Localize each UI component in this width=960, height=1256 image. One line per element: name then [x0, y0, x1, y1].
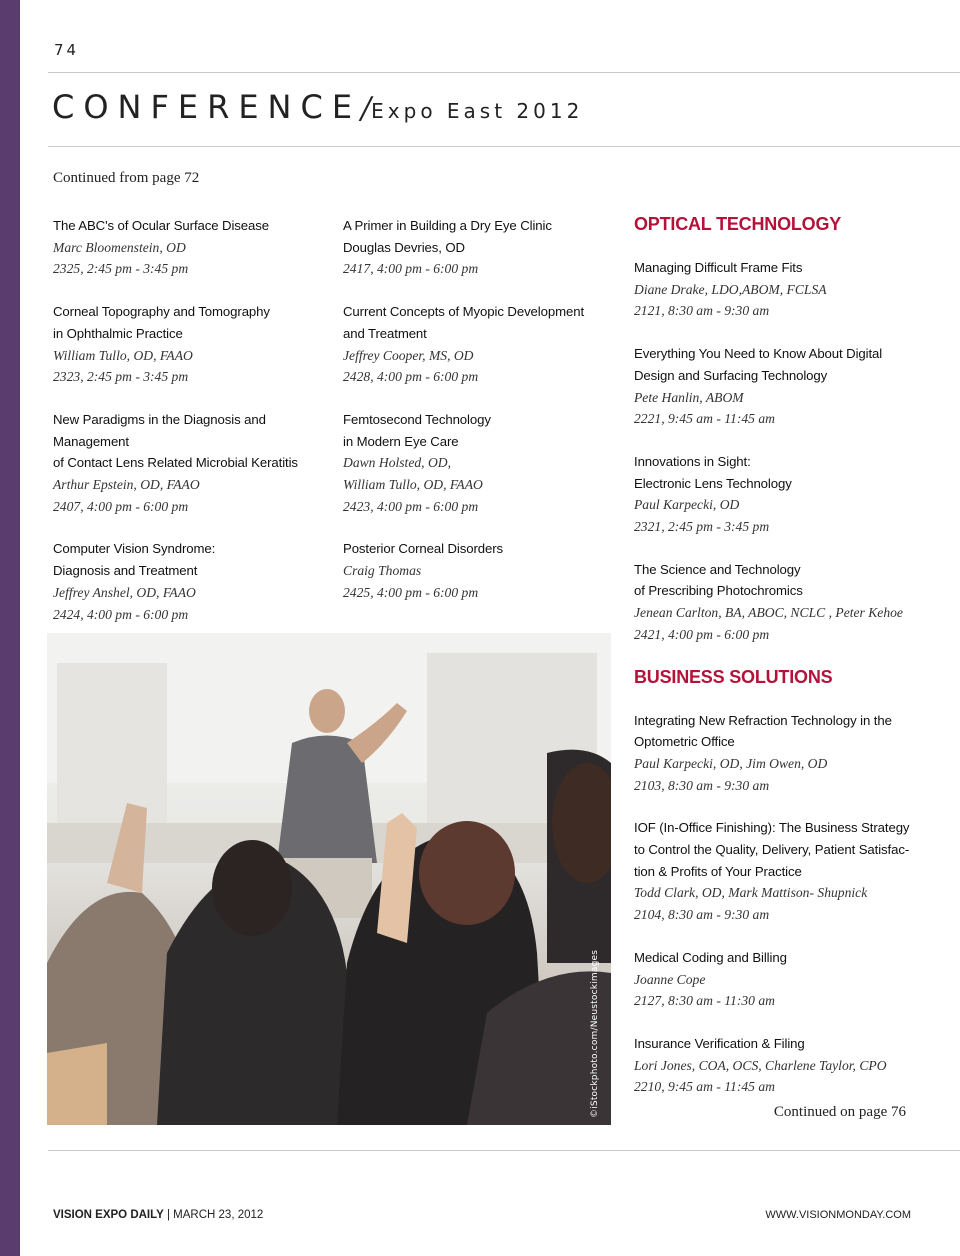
page-number: 74 — [54, 41, 80, 59]
session-title: Everything You Need to Know About Digital — [634, 346, 883, 362]
session-details: 2103, 8:30 am - 9:30 am — [634, 777, 770, 793]
session-title: Managing Difficult Frame Fits — [634, 260, 803, 275]
session-title: Current Concepts of Myopic Development — [343, 304, 585, 320]
session-details: 2127, 8:30 am - 11:30 am — [634, 993, 775, 1009]
session-entry — [634, 343, 934, 430]
session-title: The ABC's of Ocular Surface Disease — [53, 218, 269, 233]
session-entry — [634, 559, 934, 646]
session-details: Jeffrey Anshel, OD, FAAO — [53, 584, 196, 600]
footer-separator: | — [163, 1209, 174, 1221]
footer-date: MARCH 23, 2012 — [173, 1209, 264, 1221]
session-entry — [53, 215, 343, 280]
session-details: Joanne Cope — [634, 971, 706, 987]
session-entry — [343, 538, 633, 603]
session-details: 2121, 8:30 am - 9:30 am — [634, 303, 770, 319]
session-entry — [343, 409, 633, 518]
session-title: Integrating New Refraction Technology in the — [634, 712, 892, 728]
session-details: 2221, 9:45 am - 11:45 am — [634, 411, 775, 427]
session-entry — [634, 257, 934, 322]
session-details: 2323, 2:45 pm - 3:45 pm — [53, 369, 189, 385]
session-title: Medical Coding and Billing — [634, 949, 787, 965]
session-title: A Primer in Building a Dry Eye Clinic — [343, 218, 552, 233]
session-title: to Control the Quality, Delivery, Patient Satisfac- — [634, 842, 910, 858]
session-details: 2210, 9:45 am - 11:45 am — [634, 1079, 775, 1095]
session-details: 2321, 2:45 pm - 3:45 pm — [634, 519, 770, 535]
session-title: Posterior Corneal Disorders — [343, 541, 504, 557]
session-details: Dawn Holsted, OD, — [343, 455, 451, 471]
session-entry — [634, 947, 934, 1012]
masthead-rule — [48, 146, 960, 147]
continued-from-note: Continued from page 72 — [53, 170, 200, 186]
session-title: tion & Profits of Your Practice — [634, 863, 802, 879]
session-title: Innovations in Sight: — [634, 453, 751, 469]
session-details: Diane Drake, LDO,ABOM, FCLSA — [634, 281, 827, 297]
footer-publication — [53, 1209, 263, 1221]
session-details: 2407, 4:00 pm - 6:00 pm — [53, 498, 189, 514]
session-details: Craig Thomas — [343, 563, 422, 579]
session-column-3 — [634, 213, 934, 1119]
session-title: Douglas Devries, OD — [343, 239, 465, 255]
session-entry — [343, 215, 633, 280]
session-details: 2325, 2:45 pm - 3:45 pm — [53, 261, 189, 277]
session-title: IOF (In-Office Finishing): The Business Strategy — [634, 820, 910, 836]
session-details: 2424, 4:00 pm - 6:00 pm — [53, 606, 189, 622]
session-details: 2425, 4:00 pm - 6:00 pm — [343, 584, 479, 600]
session-title: Electronic Lens Technology — [634, 475, 792, 491]
session-title: Insurance Verification & Filing — [634, 1035, 805, 1051]
session-details: William Tullo, OD, FAAO — [53, 347, 193, 363]
session-title: Femtosecond Technology — [343, 411, 491, 427]
session-details: Marc Bloomenstein, OD — [53, 239, 186, 255]
session-title: Design and Surfacing Technology — [634, 367, 828, 383]
session-column-2 — [343, 215, 633, 625]
session-details: 2417, 4:00 pm - 6:00 pm — [343, 261, 479, 277]
session-details: 2423, 4:00 pm - 6:00 pm — [343, 498, 479, 514]
session-details: Arthur Epstein, OD, FAAO — [53, 477, 200, 493]
session-details: 2104, 8:30 am - 9:30 am — [634, 907, 770, 923]
footer-website: WWW.VISIONMONDAY.COM — [765, 1209, 911, 1221]
session-title: Diagnosis and Treatment — [53, 563, 198, 579]
footer-brand: VISION EXPO DAILY — [53, 1209, 164, 1221]
session-entry — [343, 301, 633, 388]
business-solutions-heading: BUSINESS SOLUTIONS — [634, 666, 833, 687]
masthead-sub: Expo East 2012 — [371, 99, 584, 123]
session-title: and Treatment — [343, 325, 427, 341]
session-details: 2428, 4:00 pm - 6:00 pm — [343, 369, 479, 385]
side-color-bar — [0, 0, 20, 1256]
header-rule — [48, 72, 960, 73]
session-title: New Paradigms in the Diagnosis and Management — [53, 411, 266, 449]
continued-on-note: Continued on page 76 — [773, 1104, 906, 1120]
session-title: Corneal Topography and Tomography — [53, 304, 270, 320]
section-masthead — [52, 88, 583, 126]
masthead-main: CONFERENCE — [52, 88, 362, 126]
session-title: Optometric Office — [634, 734, 735, 750]
session-details: Todd Clark, OD, Mark Mattison- Shupnick — [634, 885, 868, 901]
audience-photo — [47, 633, 611, 1125]
session-details: William Tullo, OD, FAAO — [343, 477, 483, 493]
session-details: Pete Hanlin, ABOM — [634, 389, 744, 405]
session-column-1 — [53, 215, 343, 646]
session-details: Paul Karpecki, OD — [634, 497, 740, 513]
masthead-slash: / — [361, 91, 372, 126]
session-title: The Science and Technology — [634, 561, 801, 577]
session-entry — [53, 409, 343, 518]
session-title: of Contact Lens Related Microbial Keratitis — [53, 455, 298, 471]
session-details: 2421, 4:00 pm - 6:00 pm — [634, 626, 770, 642]
photo-credit: ©iStockphoto.com/Neustockimages — [590, 949, 600, 1118]
footer-rule — [48, 1150, 960, 1151]
session-entry — [634, 710, 934, 797]
session-entry — [634, 451, 934, 538]
session-details: Jenean Carlton, BA, ABOC, NCLC , Peter Kehoe — [634, 605, 903, 621]
session-title: in Ophthalmic Practice — [53, 325, 183, 341]
optical-technology-sessions — [634, 257, 934, 646]
session-entry — [634, 817, 934, 926]
session-entry — [53, 538, 343, 625]
session-title: in Modern Eye Care — [343, 433, 459, 449]
session-entry — [634, 1033, 934, 1098]
session-details: Lori Jones, COA, OCS, Charlene Taylor, CPO — [634, 1057, 887, 1073]
session-details: Jeffrey Cooper, MS, OD — [343, 347, 474, 363]
session-details: Paul Karpecki, OD, Jim Owen, OD — [634, 755, 828, 771]
session-entry — [53, 301, 343, 388]
business-solutions-sessions — [634, 710, 934, 1099]
optical-technology-heading: OPTICAL TECHNOLOGY — [634, 214, 842, 234]
session-title: Computer Vision Syndrome: — [53, 541, 216, 557]
session-title: of Prescribing Photochromics — [634, 583, 803, 599]
